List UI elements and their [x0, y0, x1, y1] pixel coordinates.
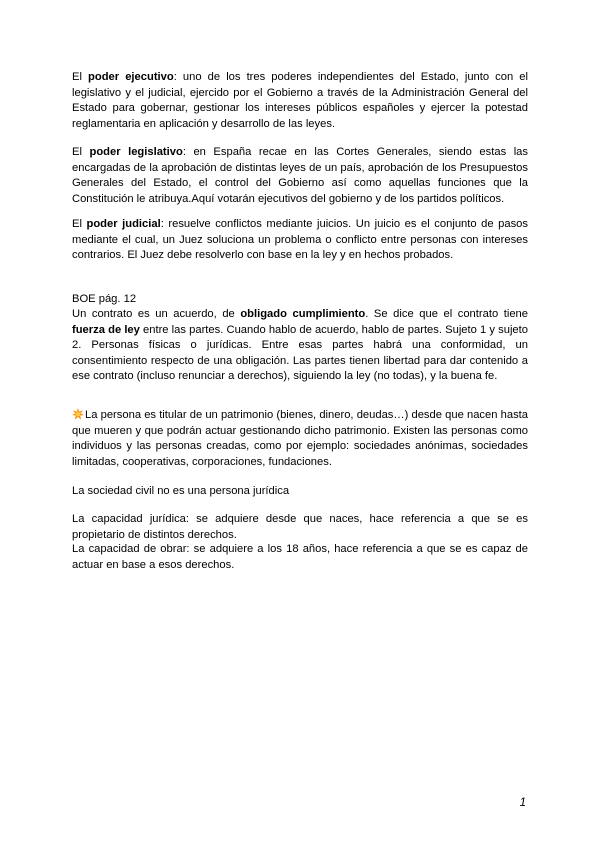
paragraph-capacidad-obrar: [72, 542, 528, 573]
term-poder-judicial: poder judicial: [86, 218, 161, 230]
term-fuerza-de-ley: fuerza de ley: [72, 323, 140, 336]
paragraph-capacidad-juridica: [72, 512, 528, 543]
text: El: [72, 146, 90, 158]
paragraph-persona: [72, 408, 528, 470]
paragraph-sociedad-civil: [72, 484, 528, 500]
text: El: [72, 71, 89, 83]
text: La sociedad civil no es una persona jurídica: [72, 485, 290, 497]
text: : en España recae en las Cortes Generales, siendo estas las encargadas de la aprobación de distintas leyes de un país, aprobación de los Presupuestos Generales del Estado, el control del Gobierno así como aquellas funciones que la Constitución le atribuya.Aquí votarán ejecutivos del gobierno y de los partidos políticos.: [72, 146, 528, 205]
paragraph-poder-ejecutivo: [72, 70, 528, 132]
term-obligado-cumplimiento: obligado cumplimiento: [240, 308, 366, 320]
text: La capacidad de obrar: se adquiere a los 18 años, hace referencia a que se es capaz de actuar en base a esos derechos.: [72, 543, 528, 571]
boe-reference: [72, 292, 528, 308]
paragraph-contrato: [72, 307, 528, 385]
text: : resuelve conflictos mediante juicios. Un juicio es el conjunto de pasos mediante el cual, un Juez soluciona un problema o conflicto entre personas con intereses contrarios. El Juez debe resolverlo con base en la ley y en hechos probados.: [72, 218, 528, 262]
text: : uno de los tres poderes independientes del Estado, junto con el legislativo y el judicial, ejercido por el Gobierno a través de la Administración General del Estado para gobernar, gestionar los intereses públicos españoles y ejercer la potestad reglamentaria en aplicación y desarrollo de las leyes.: [72, 71, 529, 130]
text: La persona es titular de un patrimonio (bienes, dinero, deudas…) desde que nacen hasta que mueren y que podrán actuar gestionando dicho patrimonio. Existen las personas como individuos y las personas creadas, como por ejemplo: sociedades anónimas, sociedades limitadas, cooperativas, corporaciones, fundaciones.: [72, 409, 528, 468]
text: La capacidad jurídica: se adquiere desde que naces, hace referencia a que se es propietario de distintos derechos.: [72, 513, 528, 541]
term-poder-legislativo: poder legislativo: [89, 146, 183, 158]
text: . Se dice que el contrato tiene: [365, 308, 528, 320]
paragraph-poder-legislativo: [72, 145, 528, 207]
text: Un contrato es un acuerdo, de: [72, 308, 241, 320]
collision-sparkle-icon: [72, 408, 84, 420]
page-number: 1: [519, 797, 526, 809]
text: El: [72, 218, 87, 230]
boe-reference-text: BOE pág. 12: [72, 293, 137, 305]
text: entre las partes. Cuando hablo de acuerdo, hablo de partes. Sujeto 1 y sujeto 2. Personas físicas o jurídicas. Entre esas partes habrá una conformidad, un consentimiento respecto de una obligación. Las partes tienen libertad para dar contenido a ese contrato (incluso renunciar a derechos), siguiendo la ley (no todas), y la buena fe.: [72, 323, 528, 383]
paragraph-poder-judicial: [72, 217, 528, 264]
term-poder-ejecutivo: poder ejecutivo: [88, 71, 174, 83]
